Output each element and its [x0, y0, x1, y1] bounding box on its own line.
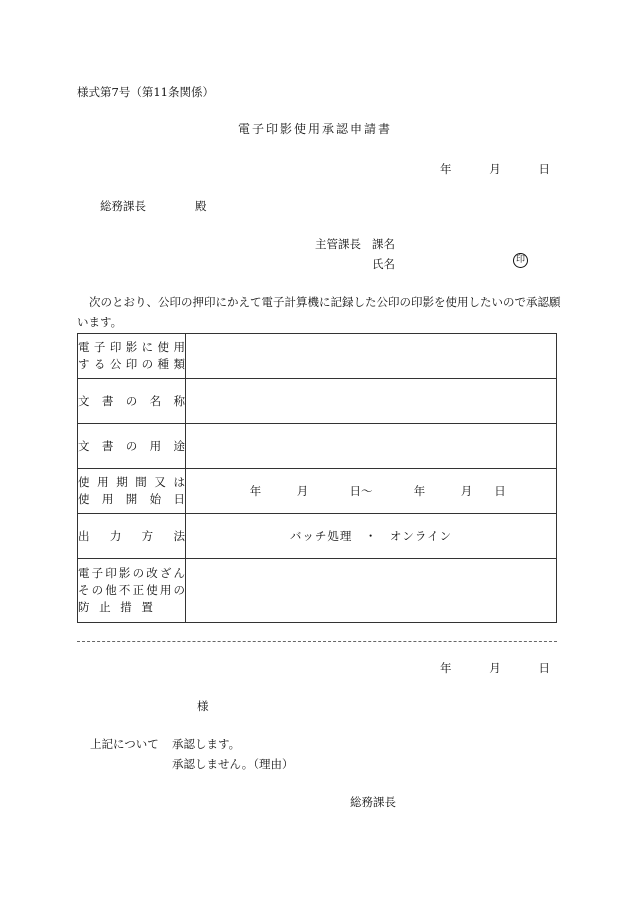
document-purpose-field[interactable] — [186, 424, 557, 469]
cut-line-divider — [77, 641, 557, 642]
label-char: の — [91, 583, 104, 597]
label-char: 称 — [173, 393, 185, 408]
addressee-label: 総務課長 — [100, 199, 146, 213]
label-char: 公 — [109, 357, 122, 371]
label-char: 置 — [141, 600, 153, 614]
label-char: 使 — [146, 583, 158, 597]
label-char: 不 — [118, 583, 131, 597]
label-line — [78, 599, 153, 616]
label-char: の — [125, 393, 138, 408]
label-char: 法 — [173, 528, 185, 543]
label-char: 印 — [109, 340, 122, 354]
date-day-label: 日 — [538, 162, 550, 176]
label-char: 子 — [91, 566, 104, 580]
label-char: 書 — [101, 393, 114, 408]
label-char: 改 — [146, 566, 158, 580]
label-char: そ — [78, 583, 90, 597]
label-char: 使 — [157, 340, 170, 354]
label-char: 開 — [125, 492, 138, 506]
label-char: 文 — [78, 438, 90, 453]
label-char: 用 — [159, 583, 172, 597]
table-row — [78, 469, 557, 514]
prevention-measures-field[interactable] — [186, 559, 557, 623]
label-char: 出 — [78, 528, 90, 543]
label-char: 防 — [78, 600, 90, 614]
label-char: 用 — [97, 475, 109, 489]
label-char: 子 — [93, 340, 106, 354]
label-char: ん — [173, 566, 185, 580]
label-char: 影 — [118, 566, 131, 580]
label-char: す — [78, 357, 90, 371]
row-label-document-name — [78, 379, 186, 424]
application-date — [440, 161, 550, 177]
seal-icon: 印 — [513, 253, 528, 268]
recipient-honorific: 様 — [197, 699, 209, 713]
row-label-seal-type — [78, 334, 186, 379]
label-char: 日 — [173, 492, 185, 506]
addressee-honorific: 殿 — [195, 199, 207, 213]
label-char: 間 — [135, 475, 147, 489]
label-char: 類 — [173, 357, 185, 371]
label-char: の — [132, 566, 145, 580]
request-text: 次のとおり、公印の押印にかえて電子計算機に記録した公印の印影を使用したいので承認願います。 — [77, 295, 561, 329]
row-label-output-method — [78, 514, 186, 559]
label-char: 使 — [78, 492, 90, 506]
table-row — [78, 334, 557, 379]
row-label-prevention-measures — [78, 559, 186, 623]
table-row — [78, 424, 557, 469]
label-char: 印 — [125, 357, 138, 371]
end-day-label: 日 — [494, 484, 506, 498]
form-number: 様式第7号（第11条関係） — [77, 85, 214, 99]
label-line — [78, 339, 185, 356]
date-year-label: 年 — [440, 162, 452, 176]
label-line — [78, 565, 185, 582]
label-char: 名 — [149, 393, 162, 408]
label-char: の — [125, 438, 138, 453]
label-char: 止 — [99, 600, 111, 614]
end-month-label: 月 — [460, 484, 473, 498]
label-char: ざ — [159, 566, 172, 580]
document-title: 電子印影使用承認申請書 — [237, 122, 392, 136]
label-char: 書 — [101, 438, 114, 453]
start-day-label: 日〜 — [349, 484, 373, 498]
label-char: 始 — [149, 492, 162, 506]
label-char: 印 — [105, 566, 117, 580]
usage-period-field[interactable] — [186, 469, 557, 514]
date-day-label: 日 — [538, 661, 550, 675]
label-char: の — [141, 357, 154, 371]
label-char: 文 — [78, 393, 90, 408]
label-char: の — [173, 583, 185, 597]
decision-reject-option: 承認しません。（理由） — [172, 757, 294, 771]
label-char: 措 — [120, 600, 132, 614]
label-char: 用 — [101, 492, 114, 506]
table-row — [78, 559, 557, 623]
label-char: 種 — [157, 357, 170, 371]
signatory-title: 総務課長 — [350, 795, 396, 809]
label-line — [78, 393, 185, 410]
document-name-field[interactable] — [186, 379, 557, 424]
label-char: 使 — [78, 475, 90, 489]
table-row — [78, 514, 557, 559]
seal-type-field[interactable] — [186, 334, 557, 379]
label-line — [78, 438, 185, 455]
applicant-dept-label: 課名 — [372, 237, 395, 251]
label-line — [78, 528, 185, 545]
decision-subject: 上記について — [90, 737, 159, 751]
label-char: 用 — [173, 340, 185, 354]
end-year-label: 年 — [413, 484, 426, 498]
output-method-options[interactable]: バッチ処理 ・ オンライン — [186, 514, 557, 559]
label-line — [78, 491, 185, 508]
label-line — [78, 474, 185, 491]
label-line — [78, 582, 185, 599]
label-char: 力 — [109, 528, 122, 543]
table-row — [78, 379, 557, 424]
usage-period — [186, 483, 556, 499]
decision-approve-option: 承認します。 — [172, 737, 241, 751]
label-char: 方 — [141, 528, 154, 543]
label-char: 他 — [105, 583, 117, 597]
label-line — [78, 356, 185, 373]
applicant-role: 主管課長 — [315, 237, 361, 251]
start-month-label: 月 — [296, 484, 309, 498]
row-label-document-purpose — [78, 424, 186, 469]
label-char: 電 — [78, 566, 90, 580]
label-char: 影 — [125, 340, 138, 354]
row-label-usage-period — [78, 469, 186, 514]
date-month-label: 月 — [489, 162, 501, 176]
date-month-label: 月 — [489, 661, 501, 675]
label-char: は — [173, 475, 185, 489]
applicant-name-label: 氏名 — [372, 257, 395, 271]
label-char: 正 — [132, 583, 145, 597]
label-char: 用 — [149, 438, 162, 453]
label-char: 電 — [78, 340, 90, 354]
label-char: 途 — [173, 438, 185, 453]
label-char: 期 — [116, 475, 128, 489]
date-year-label: 年 — [440, 661, 452, 675]
start-year-label: 年 — [249, 484, 262, 498]
label-char: 又 — [154, 475, 166, 489]
label-char: に — [141, 340, 154, 354]
label-char: る — [93, 357, 106, 371]
application-table — [77, 333, 557, 623]
reply-date — [440, 660, 550, 676]
